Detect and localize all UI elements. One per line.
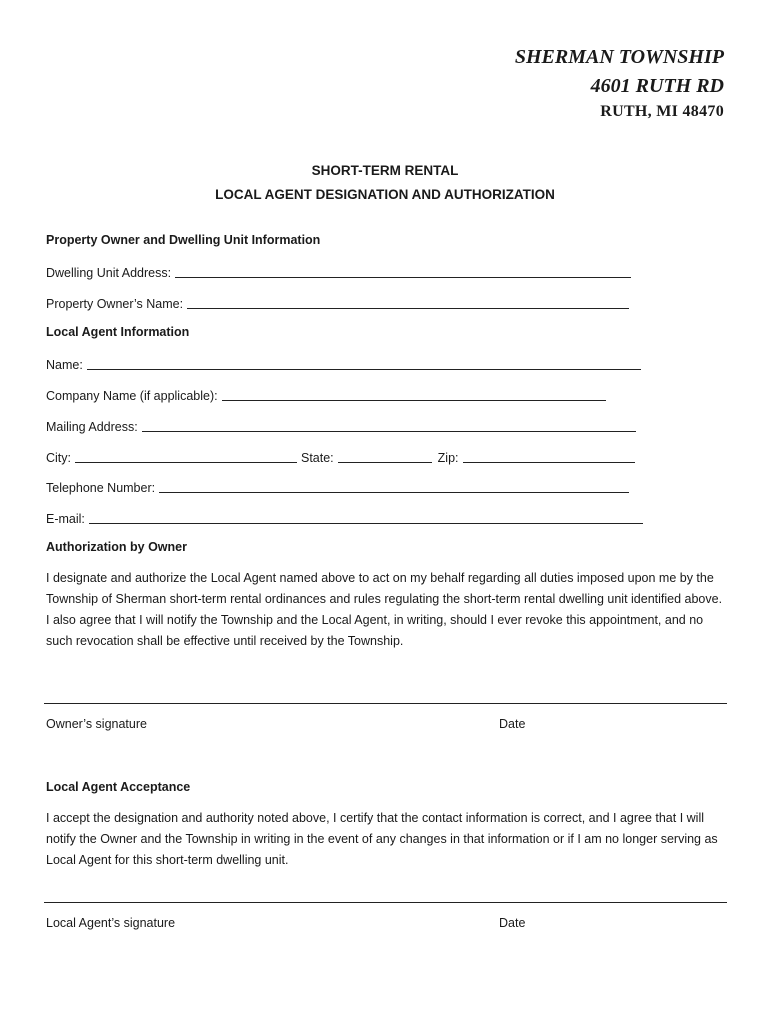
state-label: State: <box>301 451 334 465</box>
mailing-address-row <box>46 418 636 434</box>
agent-name-row <box>46 356 641 372</box>
form-title-line1: SHORT-TERM RENTAL <box>311 163 459 178</box>
city-field[interactable] <box>75 450 297 463</box>
city-label: City: <box>46 451 71 465</box>
owner-signature-label: Owner’s signature <box>46 717 147 731</box>
state-field[interactable] <box>338 450 432 463</box>
owner-name-row <box>46 295 629 311</box>
acceptance-heading: Local Agent Acceptance <box>46 780 191 794</box>
agent-name-field[interactable] <box>87 357 641 370</box>
email-field[interactable] <box>89 511 643 524</box>
township-name: SHERMAN TOWNSHIP <box>514 46 724 68</box>
agent-signature-label: Local Agent’s signature <box>46 916 176 930</box>
zip-label: Zip: <box>437 451 459 465</box>
zip-field[interactable] <box>463 450 635 463</box>
company-name-label: Company Name (if applicable): <box>46 389 218 403</box>
acceptance-text: I accept the designation and authority noted above, I certify that the contact information is correct, and I agree that I will notify the Owner and the Township in writing in the event of any changes in that information or if I am no longer serving as Local Agent for this short-term dwelling unit. <box>46 811 718 867</box>
owner-signature-line[interactable] <box>44 703 727 704</box>
authorization-heading: Authorization by Owner <box>46 540 187 554</box>
company-name-row <box>46 387 606 403</box>
authorization-text: I designate and authorize the Local Agent named above to act on my behalf regarding all duties imposed upon me by the Township of Sherman short-term rental ordinances and rules regulating the short-term rental dwelling unit identified above. I also agree that I will notify the Township and the Local Agent, in writing, should I ever revoke this appointment, and no such revocation shall be effective until received by the Township. <box>46 571 723 648</box>
telephone-label: Telephone Number: <box>46 481 156 495</box>
dwelling-address-row <box>46 264 631 280</box>
city-state-zip-row <box>46 449 635 465</box>
dwelling-address-label: Dwelling Unit Address: <box>46 266 172 280</box>
telephone-field[interactable] <box>159 480 629 493</box>
agent-signature-line[interactable] <box>44 902 727 903</box>
owner-name-field[interactable] <box>187 296 629 309</box>
form-title-line2: LOCAL AGENT DESIGNATION AND AUTHORIZATION <box>215 187 555 202</box>
dwelling-address-field[interactable] <box>175 265 631 278</box>
owner-name-label: Property Owner’s Name: <box>46 297 184 311</box>
company-name-field[interactable] <box>222 388 606 401</box>
mailing-address-label: Mailing Address: <box>46 420 138 434</box>
agent-date-label: Date <box>499 916 526 930</box>
telephone-row <box>46 479 629 495</box>
email-row <box>46 510 643 526</box>
owner-section-heading: Property Owner and Dwelling Unit Information <box>46 233 321 247</box>
email-label: E-mail: <box>46 512 85 526</box>
agent-section-heading: Local Agent Information <box>46 325 190 339</box>
agent-name-label: Name: <box>46 358 83 372</box>
mailing-address-field[interactable] <box>142 419 636 432</box>
township-city: RUTH, MI 48470 <box>600 103 724 120</box>
owner-date-label: Date <box>499 717 526 731</box>
township-street: 4601 RUTH RD <box>590 75 724 97</box>
